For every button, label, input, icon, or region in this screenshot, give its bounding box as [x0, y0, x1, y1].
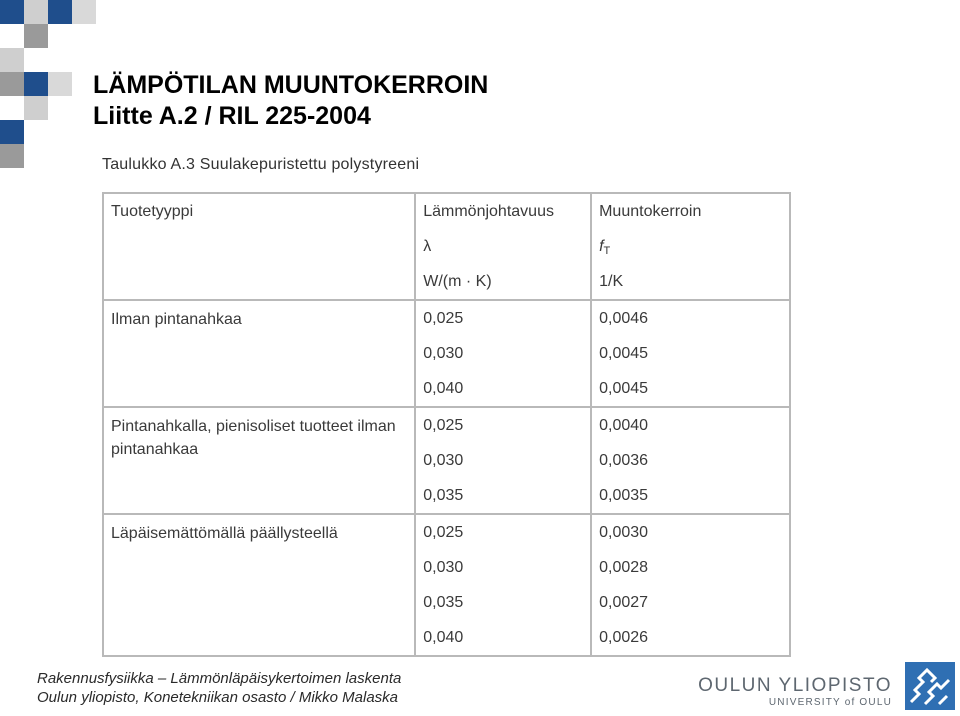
table-row [103, 514, 790, 656]
slide-footer [37, 669, 401, 707]
title-line-2: Liitte A.2 / RIL 225-2004 [93, 102, 371, 130]
logo-subtitle: UNIVERSITY of OULU [768, 697, 892, 708]
footer-line-1: Rakennusfysiikka – Lämmönläpäisykertoimen laskenta [37, 670, 402, 687]
lambda-value: 0,035 [423, 487, 464, 504]
header-conductivity-unit: W/(m · K) [423, 273, 492, 290]
lambda-value: 0,025 [423, 310, 464, 327]
lambda-value: 0,040 [423, 629, 464, 646]
table-header-row [103, 193, 790, 300]
lambda-value: 0,040 [423, 380, 464, 397]
factor-value: 0,0028 [599, 559, 649, 576]
table-row [103, 300, 790, 407]
lambda-value: 0,025 [423, 417, 464, 434]
table-row [103, 407, 790, 514]
header-conductivity: Lämmönjohtavuus [423, 203, 554, 220]
title-line-1: LÄMPÖTILAN MUUNTOKERROIN [93, 71, 489, 99]
university-logo-text [698, 676, 892, 710]
product-type-cell: Ilman pintanahkaa [111, 311, 242, 328]
lambda-value: 0,030 [423, 345, 464, 362]
header-factor-unit: 1/K [599, 273, 624, 290]
lambda-value: 0,030 [423, 452, 464, 469]
lambda-value: 0,030 [423, 559, 464, 576]
table-caption: Taulukko A.3 Suulakepuristettu polystyreeni [102, 156, 420, 173]
header-lambda-symbol: λ [423, 238, 432, 255]
lambda-value: 0,025 [423, 524, 464, 541]
logo-name: OULUN YLIOPISTO [698, 675, 892, 696]
footer-line-2: Oulun yliopisto, Konetekniikan osasto / Mikko Malaska [37, 689, 399, 706]
product-type-cell: Pintanahkalla, pienisoliset tuotteet ilman pintanahkaa [111, 418, 396, 458]
factor-value: 0,0035 [599, 487, 649, 504]
page-title [93, 70, 488, 132]
factor-value: 0,0040 [599, 417, 649, 434]
factor-value: 0,0046 [599, 310, 649, 327]
university-logo-icon [905, 662, 955, 710]
factor-value: 0,0030 [599, 524, 649, 541]
product-type-cell: Läpäisemättömällä päällysteellä [111, 525, 338, 542]
header-conversion-factor: Muuntokerroin [599, 203, 702, 220]
factor-value: 0,0027 [599, 594, 649, 611]
header-ft-symbol: $f_T$ [599, 238, 611, 257]
factor-value: 0,0026 [599, 629, 649, 646]
lambda-value: 0,035 [423, 594, 464, 611]
factor-value: 0,0045 [599, 380, 649, 397]
header-product-type: Tuotetyyppi [111, 203, 194, 220]
factor-value: 0,0036 [599, 452, 649, 469]
conversion-factor-table [102, 192, 791, 657]
factor-value: 0,0045 [599, 345, 649, 362]
